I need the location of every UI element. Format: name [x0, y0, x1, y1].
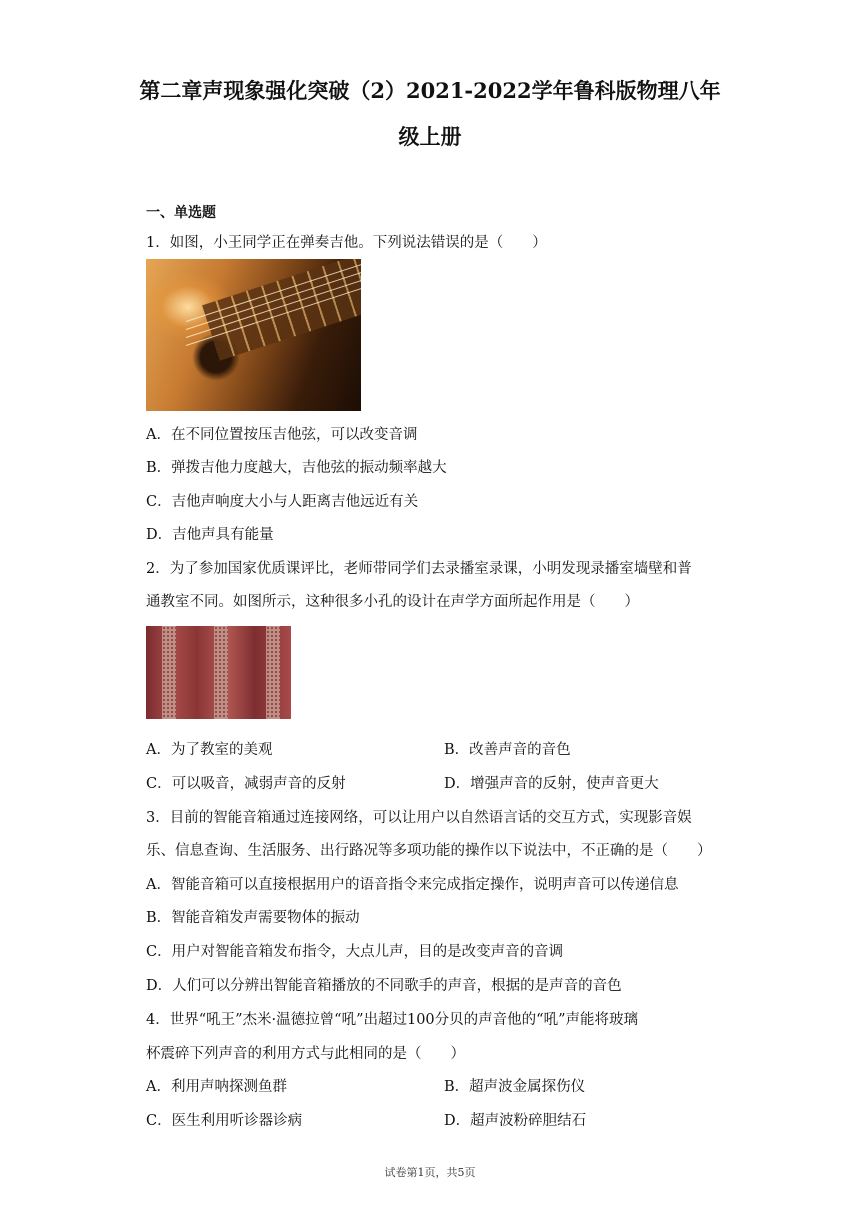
- document-title: [60, 68, 800, 160]
- title-line-1: 第二章声现象强化突破（2）2021-2022学年鲁科版物理八年: [139, 78, 721, 103]
- q1-option-a: A．在不同位置按压吉他弦，可以改变音调: [146, 427, 418, 443]
- perforated-wall-photo: [146, 626, 291, 719]
- q3-stem-line-2: 乐、信息查询、生活服务、出行路况等多项功能的操作以下说法中，不正确的是（ ）: [146, 843, 712, 859]
- page-footer: 试卷第1页，共5页: [384, 1166, 476, 1179]
- guitar-photo: [146, 259, 361, 411]
- q1-option-c: C．吉他声响度大小与人距离吉他远近有关: [146, 494, 419, 510]
- q2-stem-line-2: 通教室不同。如图所示，这种很多小孔的设计在声学方面所起作用是（ ）: [146, 594, 639, 610]
- q3-option-c: C．用户对智能音箱发布指令，大点儿声，目的是改变声音的音调: [146, 944, 564, 960]
- q2-option-b: B．改善声音的音色: [444, 742, 571, 758]
- q4-option-b: B．超声波金属探伤仪: [444, 1079, 586, 1095]
- q1-option-b: B．弹拨吉他力度越大，吉他弦的振动频率越大: [146, 460, 447, 476]
- title-line-2: 级上册: [398, 124, 462, 149]
- q3-option-d: D．人们可以分辨出智能音箱播放的不同歌手的声音，根据的是声音的音色: [146, 978, 622, 994]
- q3-stem-line-1: 3．目前的智能音箱通过连接网络，可以让用户以自然语言话的交互方式，实现影音娱: [146, 810, 692, 826]
- q2-stem-line-1: 2．为了参加国家优质课评比，老师带同学们去录播室录课，小明发现录播室墙壁和普: [146, 561, 692, 577]
- section-heading: 一、单选题: [146, 205, 216, 221]
- q3-option-b: B．智能音箱发声需要物体的振动: [146, 910, 360, 926]
- q4-option-c: C．医生利用听诊器诊病: [146, 1113, 303, 1129]
- q4-option-a: A．利用声呐探测鱼群: [146, 1079, 287, 1095]
- q4-stem-line-2: 杯震碎下列声音的利用方式与此相同的是（ ）: [146, 1046, 465, 1062]
- q4-option-d: D．超声波粉碎胆结石: [444, 1113, 587, 1129]
- q2-option-c: C．可以吸音，减弱声音的反射: [146, 776, 346, 792]
- q2-option-a: A．为了教室的美观: [146, 742, 273, 758]
- q1-option-d: D．吉他声具有能量: [146, 527, 274, 543]
- q2-option-d: D．增强声音的反射，使声音更大: [444, 776, 659, 792]
- q4-stem-line-1: 4．世界“吼王”杰米·温德拉曾“吼”出超过100分贝的声音他的“吼”声能将玻璃: [146, 1012, 638, 1028]
- q1-stem: 1．如图，小王同学正在弹奏吉他。下列说法错误的是（ ）: [146, 235, 547, 251]
- q3-option-a: A．智能音箱可以直接根据用户的语音指令来完成指定操作，说明声音可以传递信息: [146, 877, 679, 893]
